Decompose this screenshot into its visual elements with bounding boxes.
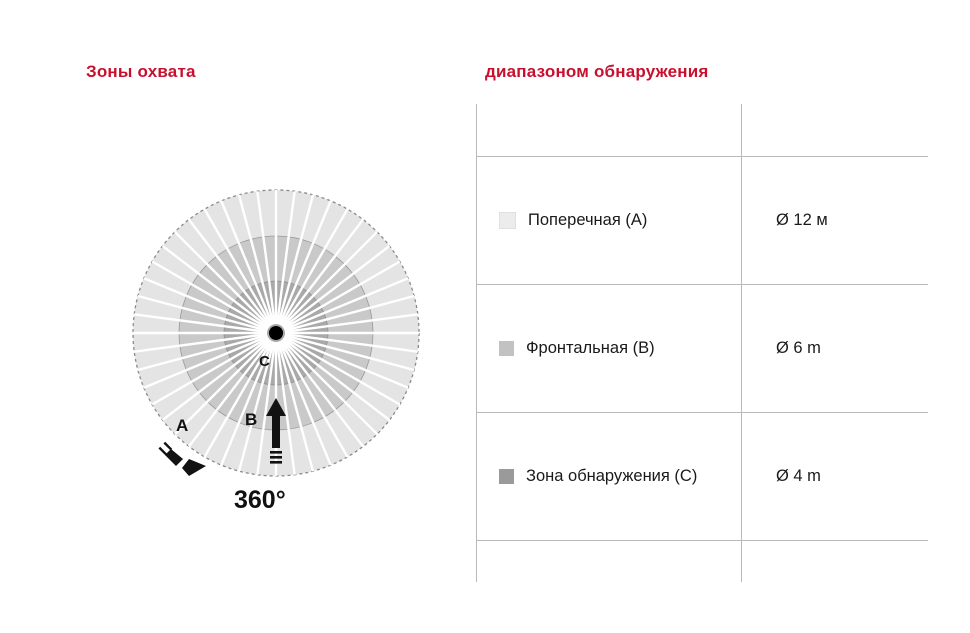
value-cell <box>742 540 929 582</box>
zone-value-c-text: Ø 4 m <box>776 466 821 485</box>
table-row <box>477 540 929 582</box>
zone-marker-b: B <box>245 410 258 429</box>
swatch-zone-a <box>499 212 516 229</box>
page-title-coverage-zones: Зоны охвата <box>86 62 196 81</box>
table-row <box>477 412 929 540</box>
table-row <box>477 284 929 412</box>
zone-label-b: Фронтальная (B) <box>526 338 655 357</box>
zone-cell-b <box>477 284 742 412</box>
zone-value-a <box>742 156 929 284</box>
zone-cell-c <box>477 412 742 540</box>
zone-marker-a: A <box>176 416 189 435</box>
zone-value-a-text: Ø 12 м <box>776 210 828 229</box>
zone-cell <box>477 540 742 582</box>
zone-label-a: Поперечная (A) <box>528 210 648 229</box>
detection-range-table <box>476 104 892 582</box>
zone-value-b-text: Ø 6 m <box>776 338 821 357</box>
zone-label-c: Зона обнаружения (C) <box>526 466 698 485</box>
sensor-center-dot <box>269 326 283 340</box>
zone-value-c <box>742 412 929 540</box>
zone-marker-c: C <box>259 353 270 370</box>
swatch-zone-b <box>499 341 514 356</box>
coverage-diagram-svg <box>86 108 476 578</box>
angle-label: 360° <box>234 486 286 514</box>
zone-cell <box>477 104 742 156</box>
value-cell <box>742 104 929 156</box>
coverage-diagram <box>86 108 476 578</box>
zone-value-b <box>742 284 929 412</box>
zone-cell-a <box>477 156 742 284</box>
page-title-detection-range: диапазоном обнаружения <box>485 62 709 81</box>
swatch-zone-c <box>499 469 514 484</box>
table-row <box>477 104 929 156</box>
table-row <box>477 156 929 284</box>
